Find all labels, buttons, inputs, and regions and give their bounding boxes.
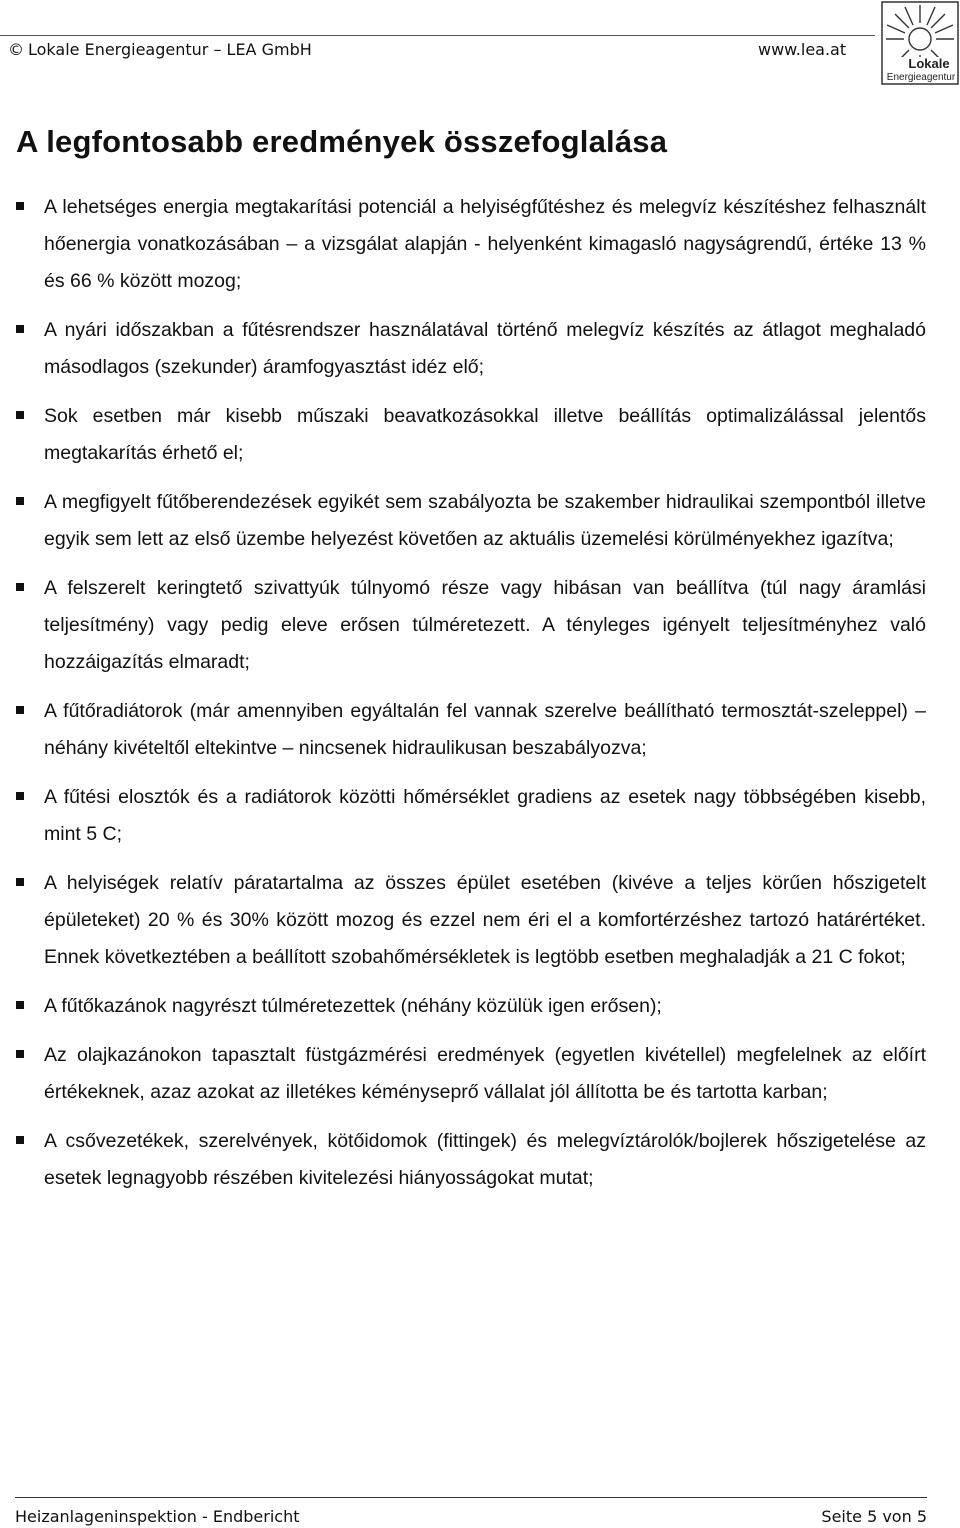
logo-line2: Energieagentur [886,72,956,83]
header-organization [8,40,312,59]
finding-text: A helyiségek relatív páratartalma az összes épület esetében (kivéve a teljes körűen hőszigetelt épületeket) 20 % és 30% között mozog és ezzel nem éri el a komfortérzéshez tartozó határértéket. Ennek következtében a beállított szobahőmérsékletek is legtöbb esetben meghaladják a 21 C fokot; [44,872,926,968]
square-bullet-icon [16,878,24,886]
page-header [0,0,960,90]
findings-list [16,189,926,1197]
list-item [16,988,926,1025]
list-item [16,570,926,681]
finding-text: Sok esetben már kisebb műszaki beavatkozásokkal illetve beállítás optimalizálással jelentős megtakarítás érhető el; [44,405,926,464]
logo-line1: Lokale [908,56,950,71]
square-bullet-icon [16,583,24,591]
square-bullet-icon [16,202,24,210]
finding-text: Az olajkazánokon tapasztalt füstgázmérési eredmények (egyetlen kivétellel) megfelelnek az előírt értékeknek, azaz azokat az illetékes kéményseprő vállalat jól állította be és tartotta karban; [44,1044,926,1103]
finding-text: A lehetséges energia megtakarítási potenciál a helyiségfűtéshez és melegvíz készítéshez felhasznált hőenergia vonatkozásában – a vizsgálat alapján - helyenként kimagasló nagyságrendű, értéke 13 % és 66 % között mozog; [44,196,926,292]
square-bullet-icon [16,1050,24,1058]
square-bullet-icon [16,497,24,505]
list-item [16,398,926,472]
list-item [16,189,926,300]
list-item [16,312,926,386]
lea-logo [881,1,959,85]
square-bullet-icon [16,1001,24,1009]
list-item [16,779,926,853]
list-item [16,484,926,558]
finding-text: A csővezetékek, szerelvények, kötőidomok (fittingek) és melegvíztárolók/bojlerek hőszigetelése az esetek legnagyobb részében kivitelezési hiányosságokat mutat; [44,1130,926,1189]
finding-text: A fűtési elosztók és a radiátorok közötti hőmérséklet gradiens az esetek nagy többségében kisebb, mint 5 C; [44,786,926,845]
sun-logo-icon [881,1,959,85]
square-bullet-icon [16,792,24,800]
copyright-icon: © [8,40,24,59]
square-bullet-icon [16,325,24,333]
list-item [16,1037,926,1111]
square-bullet-icon [16,1136,24,1144]
list-item [16,693,926,767]
organization-name: Lokale Energieagentur – LEA GmbH [28,40,312,59]
website-link[interactable]: www.lea.at [758,40,847,59]
list-item [16,1123,926,1197]
page-footer [15,1497,927,1526]
finding-text: A megfigyelt fűtőberendezések egyikét sem szabályozta be szakember hidraulikai szempontból illetve egyik sem lett az első üzembe helyezést követően az aktuális üzemelési körülményekhez igazítva; [44,491,926,550]
square-bullet-icon [16,411,24,419]
square-bullet-icon [16,706,24,714]
finding-text: A fűtőkazánok nagyrészt túlméretezettek (néhány közülük igen erősen); [44,995,662,1017]
list-item [16,865,926,976]
finding-text: A nyári időszakban a fűtésrendszer használatával történő melegvíz készítés az átlagot meghaladó másodlagos (szekunder) áramfogyasztást idéz elő; [44,319,926,378]
page-title: A legfontosabb eredmények összefoglalása [16,124,668,159]
finding-text: A fűtőradiátorok (már amennyiben egyáltalán fel vannak szerelve beállítható termosztát-szeleppel) – néhány kivételtől eltekintve – nincsenek hidraulikusan beszabályozva; [44,700,926,759]
findings-section [16,189,926,1209]
finding-text: A felszerelt keringtető szivattyúk túlnyomó része vagy hibásan van beállítva (túl nagy áramlási teljesítmény) vagy pedig eleve erősen túlméretezett. A tényleges igényelt teljesítményhez való hozzáigazítás elmaradt; [44,577,926,673]
header-rule [0,35,875,36]
footer-document-title: Heizanlageninspektion - Endbericht [15,1507,300,1526]
footer-page-number: Seite 5 von 5 [821,1507,927,1526]
